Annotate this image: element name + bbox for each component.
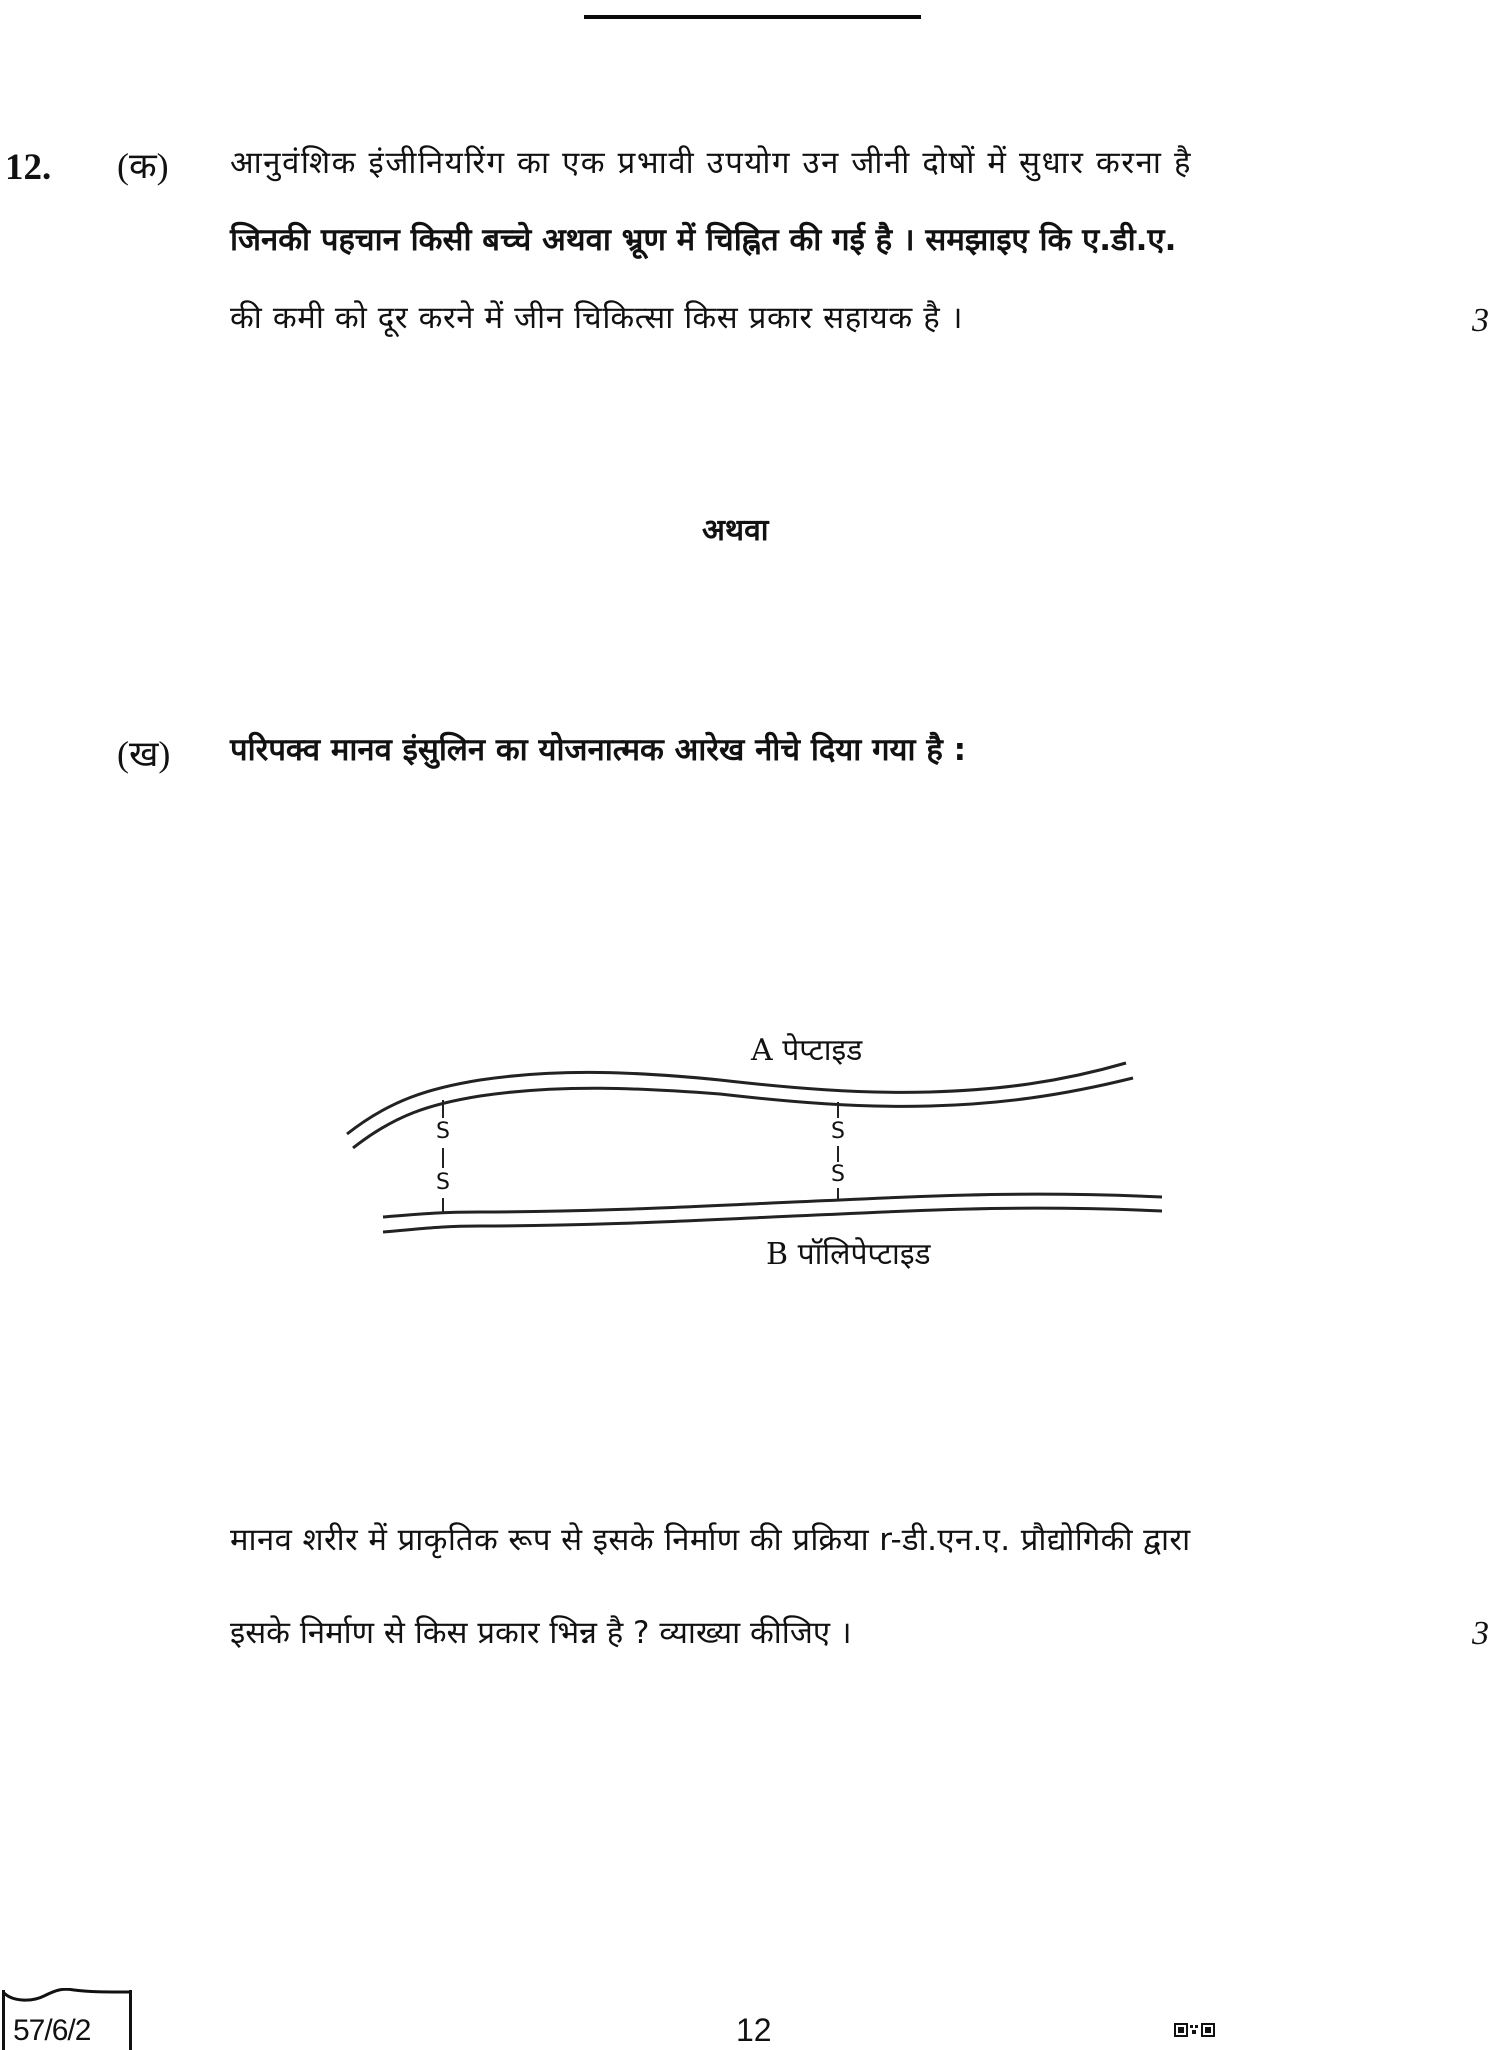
part-b-label: (ख) (117, 734, 171, 774)
question-number: 12. (5, 147, 52, 188)
b-polypeptide-label: B पॉलिपेप्टाइड (766, 1237, 931, 1272)
part-a-marks: 3 (1472, 302, 1489, 339)
part-a-line-1: आनुवंशिक इंजीनियरिंग का एक प्रभावी उपयोग उन जीनी दोषों में सुधार करना है (230, 145, 1193, 181)
part-a-label: (क) (117, 146, 169, 186)
sulfur-label-left-top: S (436, 1119, 450, 1144)
or-separator: अथवा (702, 513, 769, 548)
page-number: 12 (736, 2012, 772, 2048)
top-rule (584, 15, 921, 19)
part-a-line-2: जिनकी पहचान किसी बच्चे अथवा भ्रूण में चिह्नित की गई है । समझाइए कि ए.डी.ए. (230, 222, 1177, 258)
paper-code-wavy-edge-icon (2, 1988, 132, 2002)
sulfur-label-right-top: S (831, 1119, 845, 1144)
paper-code: 57/6/2 (13, 2014, 91, 2047)
insulin-structure-diagram (330, 1020, 1180, 1290)
part-b-marks: 3 (1472, 1615, 1489, 1652)
a-peptide-label: A पेप्टाइड (751, 1033, 863, 1068)
paper-code-box (2, 1990, 132, 2050)
part-b-intro: परिपक्व मानव इंसुलिन का योजनात्मक आरेख नीचे दिया गया है : (230, 732, 967, 768)
b-polypeptide-strand-upper (383, 1194, 1162, 1217)
sulfur-label-right-bottom: S (831, 1162, 845, 1187)
a-peptide-strand-inner (353, 1078, 1133, 1148)
part-a-line-3: की कमी को दूर करने में जीन चिकित्सा किस प्रकार सहायक है । (230, 300, 964, 336)
sulfur-label-left-bottom: S (436, 1170, 450, 1195)
part-b-line-1: मानव शरीर में प्राकृतिक रूप से इसके निर्माण की प्रक्रिया r-डी.एन.ए. प्रौद्योगिकी द्वारा (230, 1522, 1191, 1558)
part-b-line-2: इसके निर्माण से किस प्रकार भिन्न है ? व्याख्या कीजिए । (230, 1615, 852, 1651)
